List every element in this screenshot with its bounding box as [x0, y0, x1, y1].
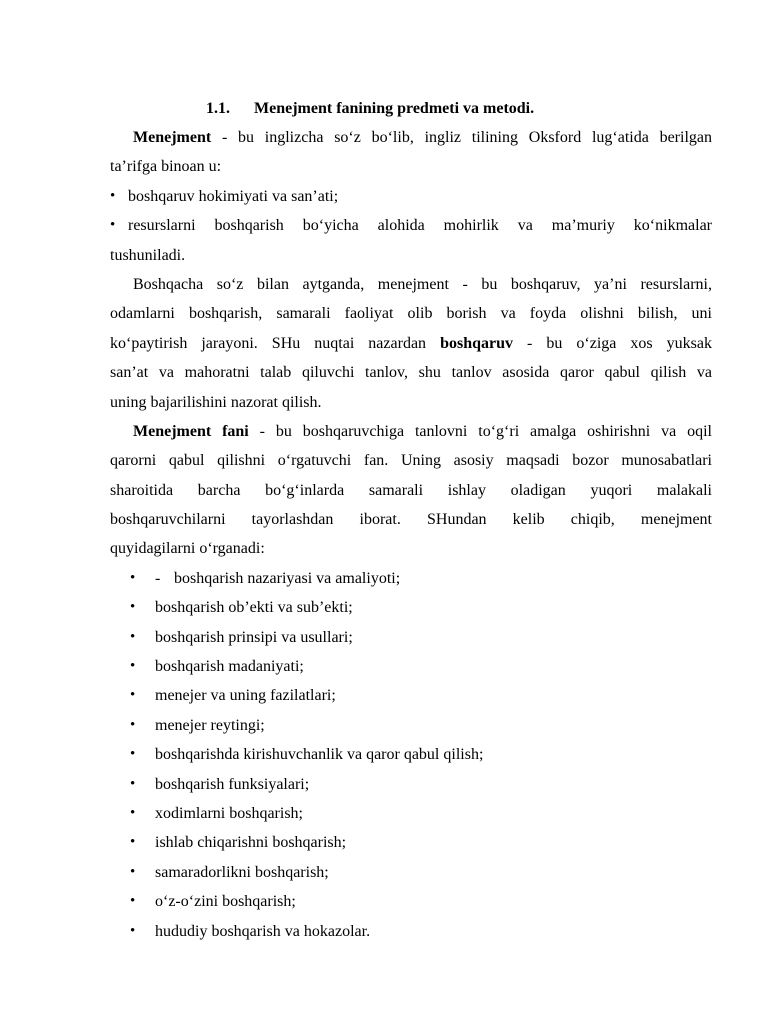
paragraph-line: boshqaruvchilarni tayorlashdan iborat. SHundan kelib chiqib, menejment — [110, 511, 712, 529]
bullet-icon: • — [130, 893, 136, 910]
dash-mark: - — [155, 569, 161, 587]
list-item — [110, 211, 712, 240]
bullet-icon: • — [130, 746, 136, 763]
list-item-text: boshqarish prinsipi va usullari; — [155, 628, 353, 646]
list-item — [110, 711, 712, 740]
paragraph-subject — [110, 417, 712, 564]
list-item-text: samaradorlikni boshqarish; — [155, 863, 329, 881]
list-item — [110, 828, 712, 857]
bullet-icon: • — [130, 658, 136, 675]
bullet-icon: • — [130, 922, 136, 939]
list-item-text: boshqaruv hokimiyati va san’ati; — [128, 187, 339, 205]
bullet-icon: • — [130, 834, 136, 851]
term-boshqaruv: boshqaruv — [440, 334, 513, 352]
text-span: - bu boshqaruvchiga tanlovni to‘g‘ri amalga oshirishni va oqil — [248, 422, 712, 440]
bullet-icon: • — [130, 775, 136, 792]
bullet-icon: • — [130, 569, 136, 586]
list-item — [110, 858, 712, 887]
paragraph-line: ta’rifga binoan u: — [110, 158, 222, 176]
list-item-text: boshqarishda kirishuvchanlik va qaror qabul qilish; — [155, 746, 484, 764]
list-item-text: boshqarish funksiyalari; — [155, 775, 310, 793]
list-item-text: hududiy boshqarish va hokazolar. — [155, 922, 371, 940]
list-item — [110, 564, 712, 593]
section-heading — [110, 94, 712, 123]
paragraph-line — [110, 123, 712, 152]
paragraph-line: sharoitida barcha bo‘g‘inlarda samarali ishlay oladigan yuqori malakali — [110, 481, 712, 499]
paragraph-line: odamlarni boshqarish, samarali faoliyat olib borish va foyda olishni bilish, uni — [110, 305, 712, 323]
topics-bullet-list — [110, 564, 712, 946]
text-span: - bu inglizcha so‘z bo‘lib, ingliz tilining Oksford lug‘atida berilgan — [211, 129, 712, 146]
list-item — [110, 770, 712, 799]
paragraph-explanation — [110, 270, 712, 417]
list-item — [110, 740, 712, 769]
list-item — [110, 681, 712, 710]
term-menejment-fani: Menejment fani — [133, 422, 249, 440]
list-item-text: xodimlarni boshqarish; — [155, 804, 303, 822]
paragraph-line: san’at va mahoratni talab qiluvchi tanlov, shu tanlov asosida qaror qabul qilish va — [110, 364, 712, 382]
paragraph-definition — [110, 123, 712, 182]
list-item-text: boshqarish nazariyasi va amaliyoti; — [174, 569, 401, 587]
document-page — [110, 94, 712, 946]
list-item — [110, 593, 712, 622]
bullet-icon: • — [130, 863, 136, 880]
bullet-icon: • — [130, 804, 136, 821]
list-item-text: boshqarish ob’ekti va sub’ekti; — [155, 599, 353, 617]
term-menejment: Menejment — [133, 129, 212, 146]
bullet-icon: • — [130, 687, 136, 704]
list-item-text: boshqarish madaniyati; — [155, 658, 304, 676]
list-item — [110, 887, 712, 916]
section-title: Menejment fanining predmeti va metodi. — [254, 100, 535, 117]
text-span: ko‘paytirish jarayoni. SHu nuqtai nazardan — [110, 334, 441, 352]
paragraph-line: qarorni qabul qilishni o‘rgatuvchi fan. Uning asosiy maqsadi bozor munosabatlari — [110, 452, 712, 470]
paragraph-line — [110, 417, 712, 446]
list-item — [110, 652, 712, 681]
list-item-text: resurslarni boshqarish bo‘yicha alohida mohirlik va ma’muriy ko‘nikmalar — [128, 217, 712, 235]
list-item — [110, 799, 712, 828]
paragraph-line — [110, 329, 712, 358]
list-item — [110, 623, 712, 652]
section-number: 1.1. — [206, 100, 230, 117]
list-item-text: o‘z-o‘zini boshqarish; — [155, 893, 296, 911]
paragraph-line: Boshqacha so‘z bilan aytganda, menejment - bu boshqaruv, ya’ni resurslarni, — [133, 275, 712, 293]
bullet-icon: • — [130, 716, 136, 733]
text-span: - bu o‘ziga xos yuksak — [513, 334, 712, 352]
paragraph-line: quyidagilarni o‘rganadi: — [110, 540, 265, 558]
list-item-text: ishlab chiqarishni boshqarish; — [155, 834, 347, 852]
bullet-icon: • — [130, 599, 136, 616]
list-item — [110, 917, 712, 946]
bullet-icon: • — [110, 187, 116, 204]
list-item-text: menejer va uning fazilatlari; — [155, 687, 336, 705]
list-item — [110, 182, 712, 211]
paragraph-line: uning bajarilishini nazorat qilish. — [110, 393, 322, 411]
definition-bullet-list — [110, 182, 712, 270]
list-item-text: menejer reytingi; — [155, 716, 265, 734]
bullet-icon: • — [130, 628, 136, 645]
list-item-continuation: tushuniladi. — [110, 246, 186, 264]
bullet-icon: • — [110, 217, 116, 234]
